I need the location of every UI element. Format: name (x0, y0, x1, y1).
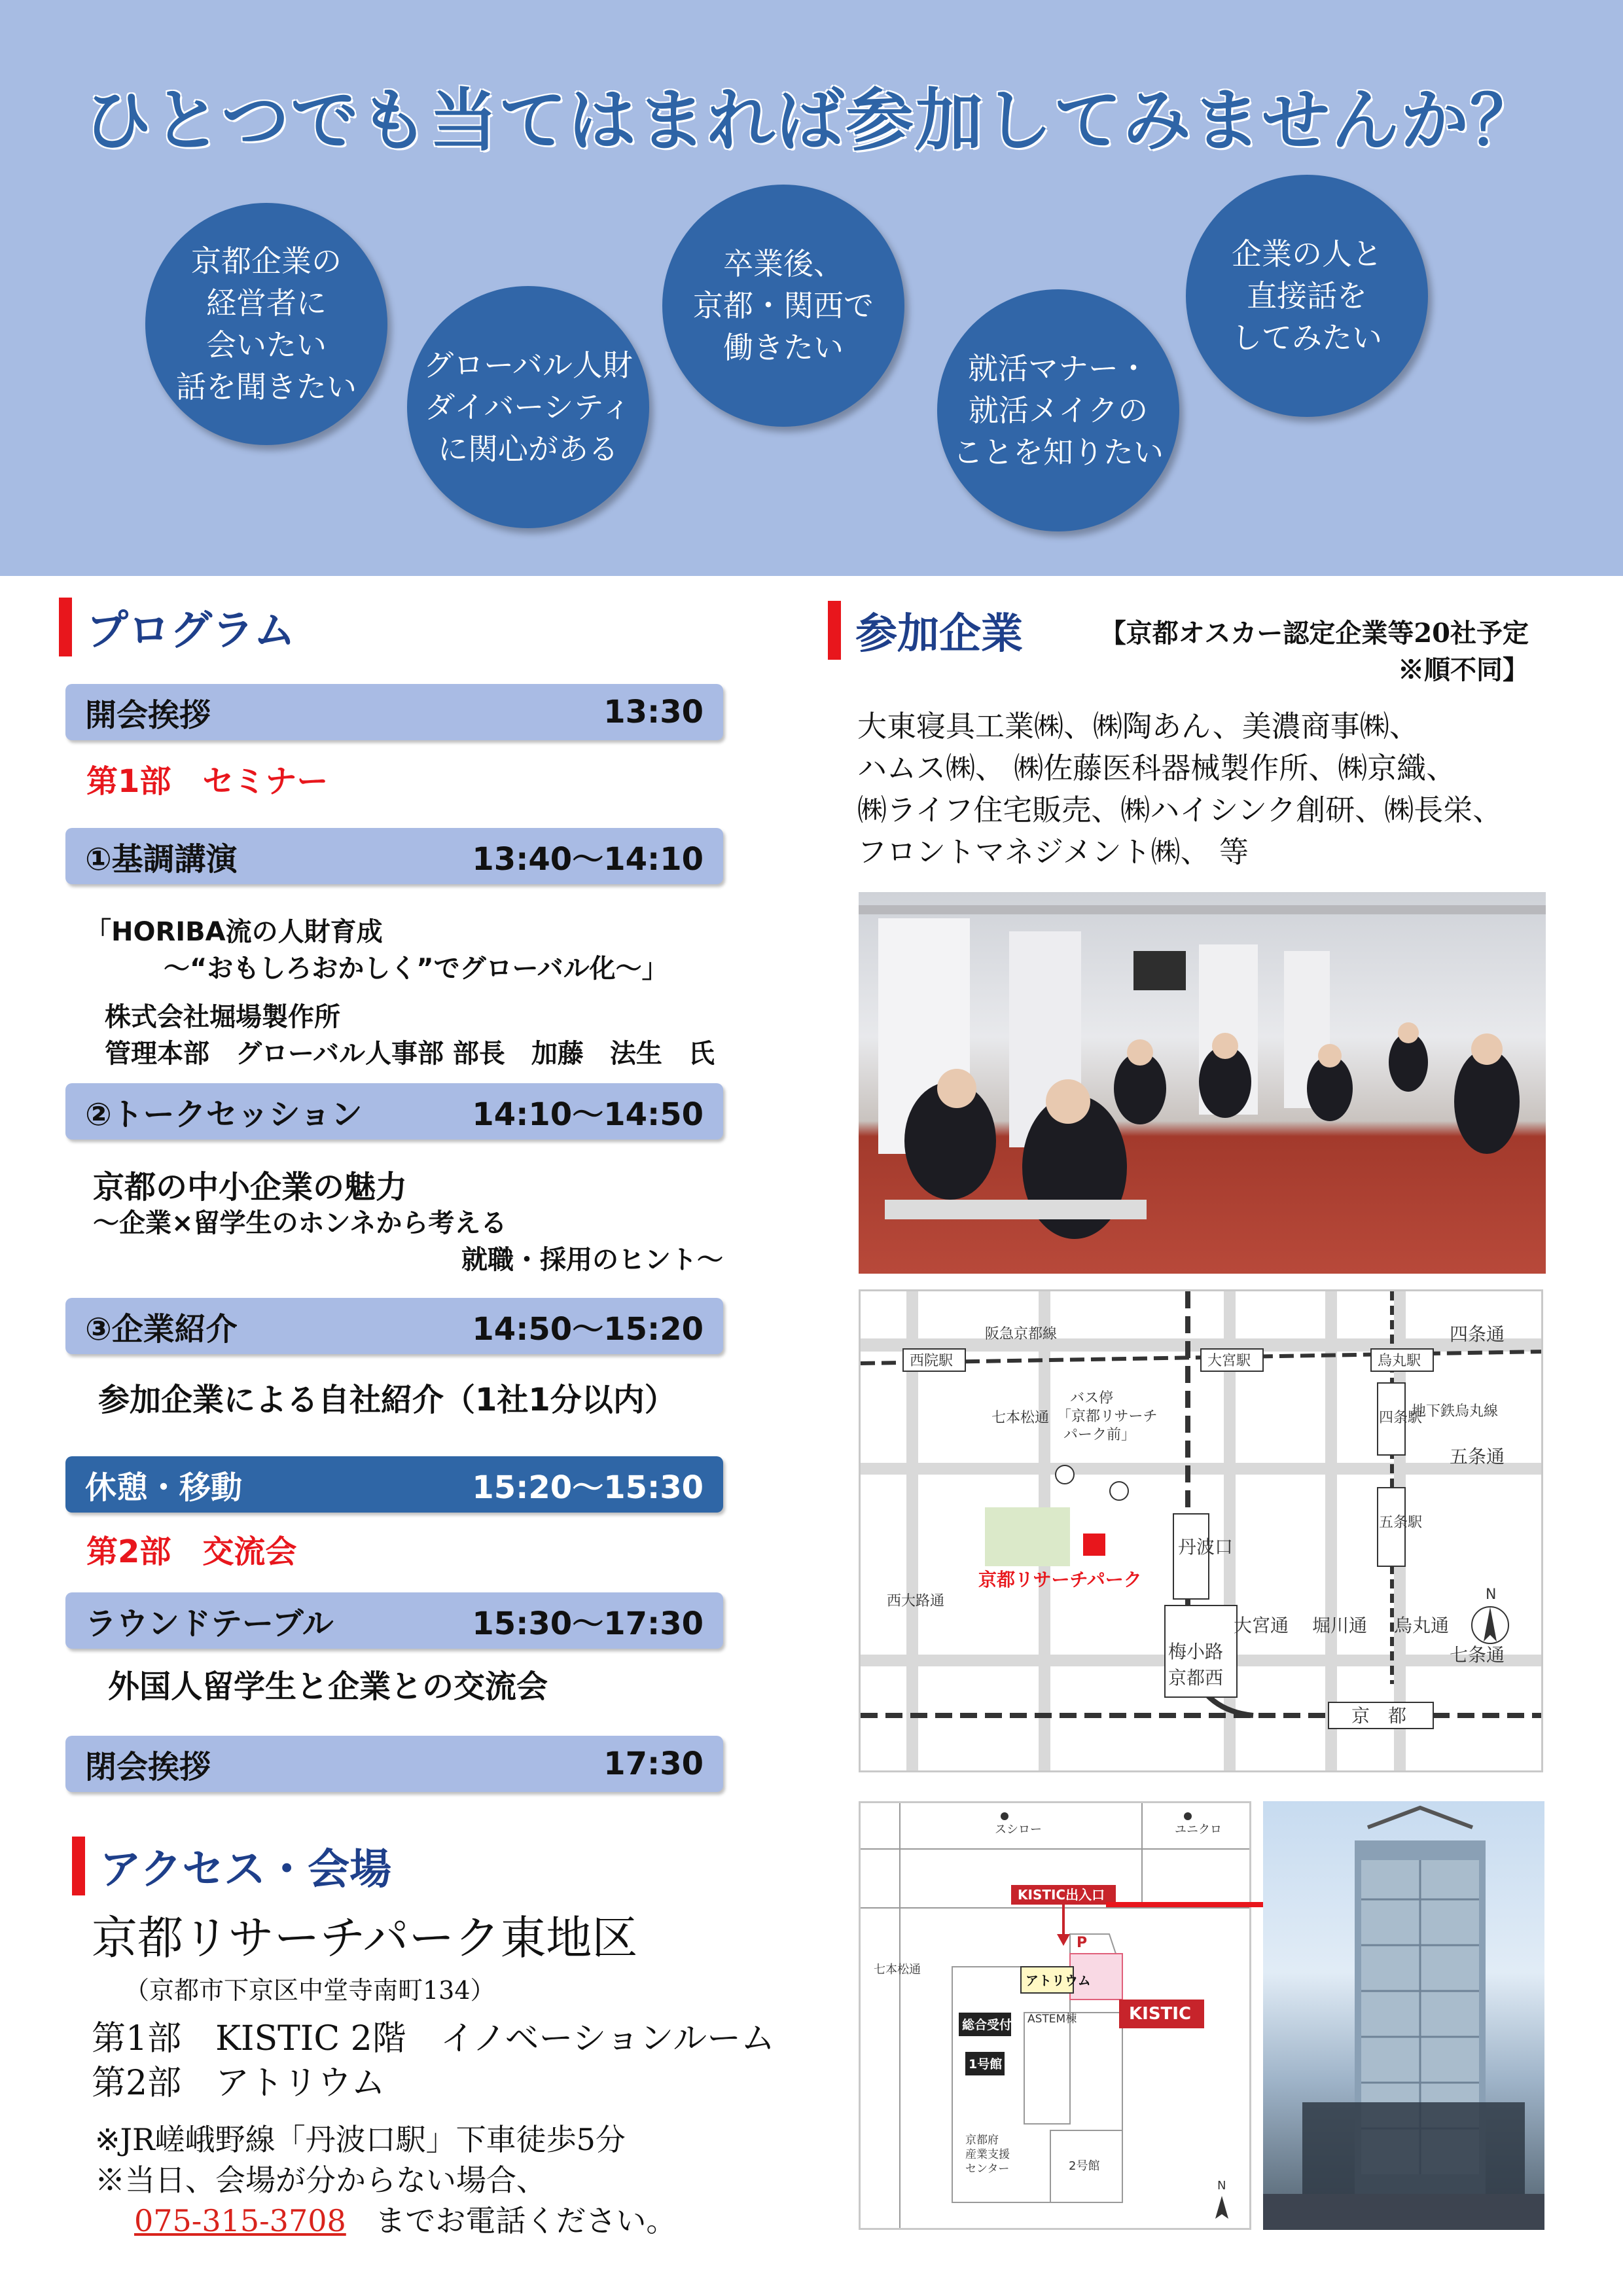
company-intro-bar: ③企業紹介 14:50〜15:20 (65, 1298, 723, 1354)
map-label-shijo-sta: 四条駅 (1379, 1410, 1423, 1426)
map-label-hankyu: 阪急京都線 (985, 1326, 1058, 1342)
company-line: ㈱ライフ住宅販売、㈱ハイシンク創研、㈱長栄、 (857, 793, 1503, 827)
company-list (857, 706, 1544, 873)
keynote-speaker: 管理本部 グローバル人事部 部長 加藤 法生 氏 (105, 1039, 715, 1069)
part2-label: 第2部 交流会 (86, 1534, 297, 1570)
building-illustration (1263, 1801, 1544, 2230)
venue-uniqlo: ユニクロ (1175, 1823, 1222, 1837)
heading-accent-bar (59, 598, 72, 656)
venue-road: 七本松通 (874, 1963, 921, 1977)
map-label-bus: バス停 (1070, 1390, 1114, 1407)
heading-accent-bar (72, 1837, 85, 1895)
venue-address: （京都市下京区中堂寺南町134） (124, 1976, 495, 2005)
top-banner (0, 0, 1623, 576)
venue-atrium: アトリウム (1026, 1973, 1091, 1988)
area-map (859, 1289, 1543, 1772)
opening-bar: 開会挨拶 13:30 (65, 684, 723, 740)
venue-name: 京都リサーチパーク東地区 (92, 1911, 638, 1965)
keynote-title-1: 「HORIBA流の人財育成 (85, 917, 383, 947)
map-label-karasuma-sta: 烏丸駅 (1378, 1353, 1421, 1369)
heading-accent-bar (828, 601, 841, 660)
map-label-bus3: パーク前」 (1063, 1427, 1136, 1443)
venue-center: 京都府 (965, 2134, 999, 2147)
venue-bldg1: 1号館 (969, 2057, 1003, 2072)
part1-label: 第1部 セミナー (86, 763, 329, 800)
map-label-shichijo: 七条通 (1450, 1644, 1505, 1666)
map-label-omiya-sta: 大宮駅 (1207, 1353, 1251, 1369)
circle-job-manners: 就活マナー・ 就活メイクの ことを知りたい (937, 289, 1179, 531)
building-photo (1263, 1801, 1544, 2230)
talk-session-bar: ②トークセッション 14:10〜14:50 (65, 1083, 723, 1139)
venue-entrance: KISTIC出入口 (1018, 1887, 1105, 1903)
map-label-krp: 京都リサーチパーク (978, 1569, 1142, 1590)
company-line: フロントマネジメント㈱、 等 (857, 834, 1249, 869)
venue-astem: ASTEM棟 (1027, 2013, 1077, 2026)
keynote-title-2: 〜“おもしろおかしく”でグローバル化〜」 (164, 954, 668, 984)
headline: ひとつでも当てはまれば参加してみませんか？ (84, 81, 1539, 160)
access-heading: アクセス・会場 (72, 1836, 391, 1896)
circle-global-diversity: グローバル人財 ダイバーシティ に関心がある (407, 286, 649, 528)
venue-sushiro: スシロー (995, 1823, 1042, 1837)
program-heading: プログラム (59, 597, 295, 657)
map-label-omiya-st: 大宮通 (1234, 1615, 1289, 1636)
venue-center2: 産業支援 (965, 2148, 1010, 2161)
company-intro-desc: 参加企業による自社紹介（1社1分以内） (98, 1382, 676, 1418)
event-photo (859, 892, 1546, 1274)
map-label-bus2: 「京都リサーチ (1057, 1408, 1158, 1425)
venue-center3: センター (965, 2162, 1010, 2176)
keynote-bar: ①基調講演 13:40〜14:10 (65, 828, 723, 884)
venue-map (859, 1801, 1251, 2230)
map-label-saiin: 西院駅 (910, 1353, 954, 1369)
map-label-umekoji-west: 京都西 (1168, 1667, 1224, 1689)
map-label-subway: 地下鉄烏丸線 (1412, 1403, 1499, 1420)
map-label-gojo: 五条通 (1450, 1446, 1505, 1467)
talk-sub-2: 就職・採用のヒント〜 (461, 1245, 723, 1275)
venue-bldg2: 2号館 (1069, 2159, 1100, 2173)
map-label-nishioji: 西大路通 (887, 1593, 945, 1609)
map-label-shichihon: 七本松通 (991, 1410, 1050, 1426)
map-label-horikawa: 堀川通 (1312, 1615, 1368, 1636)
venue-reception: 総合受付 (962, 2018, 1012, 2032)
area-map-svg (861, 1291, 1543, 1772)
map-label-shijo: 四条通 (1450, 1323, 1505, 1345)
access-phone-line: 075-315-3708 までお電話ください。 (134, 2203, 677, 2238)
phone-number[interactable]: 075-315-3708 (134, 2203, 346, 2238)
event-photo-illustration (859, 892, 1546, 1274)
break-bar: 休憩・移動 15:20〜15:30 (65, 1456, 723, 1513)
company-line: 大東寝具工業㈱、㈱陶あん、美濃商事㈱、 (857, 709, 1419, 744)
map-label-tanbaguchi: 丹波口 (1178, 1536, 1234, 1558)
closing-bar: 閉会挨拶 17:30 (65, 1736, 723, 1792)
venue-room-1: 第1部 KISTIC 2階 イノベーションルーム (92, 2019, 776, 2058)
venue-north: N (1217, 2179, 1226, 2193)
access-note-2: ※当日、会場が分からない場合、 (95, 2162, 546, 2198)
venue-room-2: 第2部 アトリウム (92, 2064, 385, 2103)
access-note-1: ※JR嵯峨野線「丹波口駅」下車徒歩5分 (95, 2122, 626, 2157)
map-label-umekoji: 梅小路 (1168, 1641, 1224, 1662)
roundtable-bar: ラウンドテーブル 15:30〜17:30 (65, 1592, 723, 1649)
talk-sub-1: 〜企業×留学生のホンネから考える (93, 1208, 507, 1238)
map-label-kyoto: 京 都 (1351, 1705, 1407, 1727)
venue-kistic: KISTIC (1129, 2004, 1192, 2024)
venue-map-svg (861, 1803, 1251, 2230)
companies-note: 【京都オスカー認定企業等20社予定 ※順不同】 (1099, 618, 1529, 685)
circle-talk-directly: 企業の人と 直接話を してみたい (1186, 175, 1428, 417)
roundtable-desc: 外国人留学生と企業との交流会 (108, 1668, 548, 1705)
map-label-karasuma-st: 烏丸通 (1394, 1615, 1450, 1636)
map-label-north: N (1486, 1587, 1497, 1603)
circle-work-kansai: 卒業後、 京都・関西で 働きたい (662, 185, 904, 427)
talk-title: 京都の中小企業の魅力 (93, 1169, 408, 1206)
venue-parking: P (1077, 1935, 1088, 1951)
company-line: ハムス㈱、 ㈱佐藤医科器械製作所、㈱京織、 (857, 751, 1456, 785)
map-label-gojo-sta: 五条駅 (1379, 1515, 1423, 1531)
companies-heading: 参加企業 (828, 600, 1023, 660)
keynote-org: 株式会社堀場製作所 (105, 1002, 340, 1032)
circle-meet-executives: 京都企業の 経営者に 会いたい 話を聞きたい (145, 203, 387, 445)
